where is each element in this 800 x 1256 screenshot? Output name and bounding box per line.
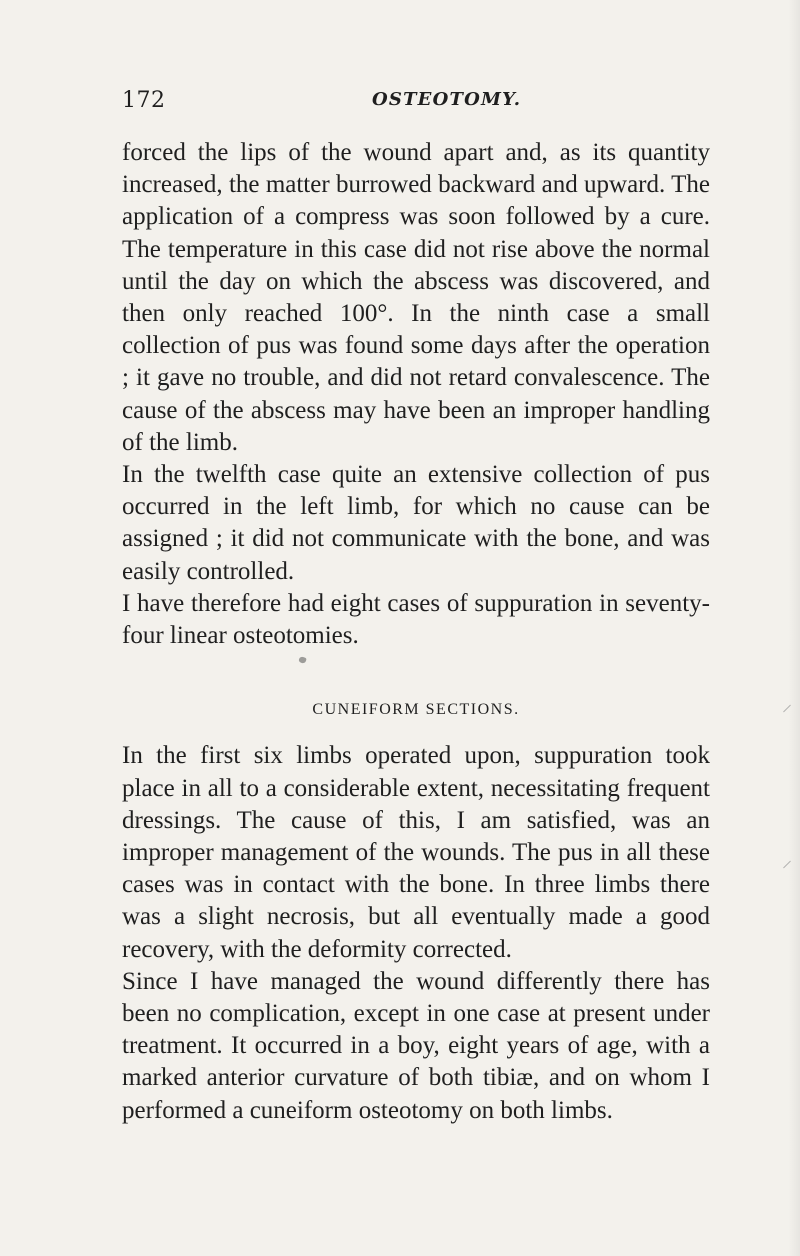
paragraph-summary: I have therefore had eight cases of suppuration in seventy-four linear osteotomies.	[122, 589, 710, 650]
section-heading: CUNEIFORM SECTIONS.	[312, 701, 520, 719]
page-edge-shadow	[788, 0, 800, 1256]
page-header	[122, 88, 708, 118]
paragraph-twelfth-case: In the twelfth case quite an extensive collection of pus occurred in the left limb, for which no cause can be assigned ; it did not communicate with the bone, and was easily controlled.	[122, 461, 710, 585]
page-number: 172	[122, 88, 166, 113]
paragraph-cuneiform-first: In the first six limbs operated upon, suppuration took place in all to a considerable extent, necessitating frequent dressings. The cause of this, I am satisfied, was an improper management of the wounds. The pus in all these cases was in contact with the bone. In three limbs there was a slight necrosis, but all eventually made a good recovery, with the deformity corrected.	[122, 742, 710, 963]
running-head: OSTEOTOMY.	[372, 89, 522, 110]
body-text	[122, 137, 710, 1127]
paragraph-cuneiform-second: Since I have managed the wound differently there has been no complication, except in one case at present under treatment. It occurred in a boy, eight years of age, with a marked anterior curvature of both tibiæ, and on whom I performed a cuneiform osteotomy on both limbs.	[122, 967, 710, 1124]
paragraph-continuation: forced the lips of the wound apart and, as its quantity increased, the matter burrowed backward and upward. The application of a compress was soon followed by a cure. The temperature in this case did not rise above the normal until the day on which the abscess was discovered, and then only reached 100°. In the ninth case a small collection of pus was found some days after the operation ; it gave no trouble, and did not retard convalescence. The cause of the abscess may have been an improper handling of the limb.	[122, 139, 710, 456]
